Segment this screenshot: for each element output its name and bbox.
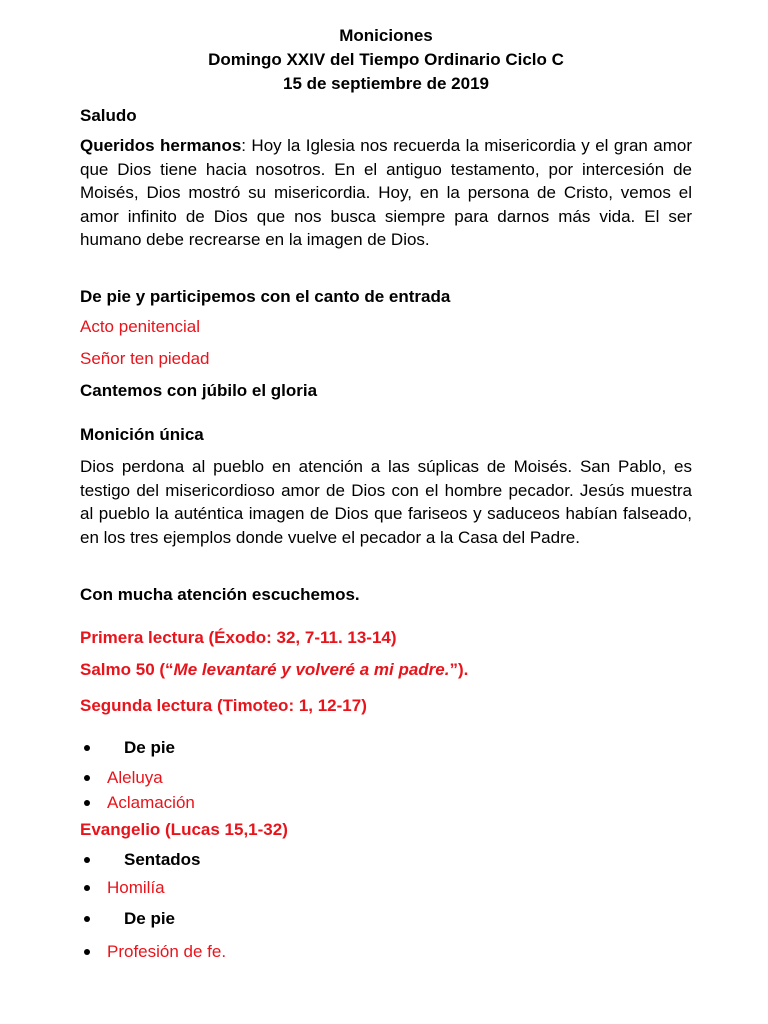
monicion-heading: Monición única <box>80 425 204 444</box>
list-item <box>80 942 226 962</box>
list-item-label: Aclamación <box>107 793 195 812</box>
saludo-lead: Queridos hermanos <box>80 136 242 155</box>
segunda-lectura: Segunda lectura (Timoteo: 1, 12-17) <box>80 696 367 715</box>
salmo-prefix: Salmo 50 (“ <box>80 660 174 679</box>
list-item-label: Homilía <box>107 878 165 897</box>
gloria-heading: Cantemos con júbilo el gloria <box>80 381 318 400</box>
list-item <box>80 909 175 929</box>
list-item <box>80 850 201 870</box>
entrada-heading: De pie y participemos con el canto de entrada <box>80 287 451 306</box>
list-item-label: Sentados <box>124 850 201 869</box>
doc-date: 15 de septiembre de 2019 <box>282 74 489 93</box>
list-item-label: De pie <box>124 738 176 757</box>
acto-penitencial: Acto penitencial <box>80 317 201 336</box>
evangelio: Evangelio (Lucas 15,1-32) <box>80 820 288 839</box>
bullet-icon <box>84 916 90 922</box>
escuchemos-heading: Con mucha atención escuchemos. <box>80 585 360 604</box>
salmo-line <box>80 660 692 680</box>
bullet-icon <box>84 745 90 751</box>
bullet-icon <box>84 800 90 806</box>
list-item-label: Profesión de fe. <box>107 942 227 961</box>
list-item-label: De pie <box>124 909 176 928</box>
saludo-heading: Saludo <box>80 106 137 125</box>
list-item <box>80 793 195 813</box>
saludo-paragraph <box>80 134 692 252</box>
salmo-response: Me levantaré y volveré a mi padre. <box>173 660 450 679</box>
monicion-paragraph: Dios perdona al pueblo en atención a las súplicas de Moisés. San Pablo, es testigo del misericordioso amor de Dios con el hombre pecador. Jesús muestra al pueblo la auténtica imagen de Dios que fariseos y saduceos habían falseado, en los tres ejemplos donde vuelve el pecador a la Casa del Padre. <box>80 457 692 547</box>
bullet-icon <box>84 857 90 863</box>
list-item <box>80 878 165 898</box>
saludo-text: : Hoy la Iglesia nos recuerda la misericordia y el gran amor que Dios tiene hacia nosotros. En el antiguo testamento, por intercesión de Moisés, Dios mostró su misericordia. Hoy, en la persona de Cristo, vemos el amor infinito de Dios que nos busca siempre para darnos más vida. El ser humano debe recrearse en la imagen de Dios. <box>80 136 692 249</box>
list-item-label: Aleluya <box>107 768 163 787</box>
list-item <box>80 768 163 788</box>
salmo-suffix: ”). <box>449 660 469 679</box>
senor-piedad: Señor ten piedad <box>80 349 210 368</box>
bullet-icon <box>84 885 90 891</box>
doc-title: Moniciones <box>339 26 433 45</box>
doc-subtitle: Domingo XXIV del Tiempo Ordinario Ciclo C <box>208 50 564 69</box>
bullet-icon <box>84 949 90 955</box>
list-item <box>80 738 175 758</box>
bullet-icon <box>84 775 90 781</box>
primera-lectura: Primera lectura (Éxodo: 32, 7-11. 13-14) <box>80 628 397 647</box>
